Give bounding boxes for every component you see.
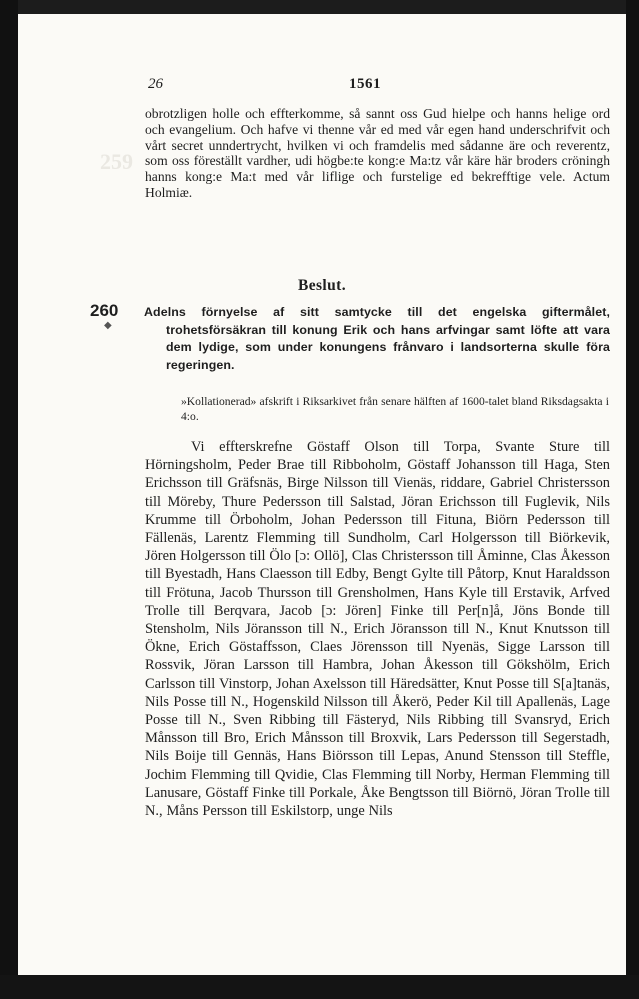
book-page xyxy=(18,14,626,975)
scan-border-top xyxy=(0,0,639,14)
section-heading: Beslut. xyxy=(297,277,346,294)
scan-border-bottom xyxy=(0,975,639,999)
document-summary-text: Adelns förnyelse af sitt samtycke till det engelska giftermålet, trohetsförsäkran till konung Erik och hans arfvingar samt löfte att vara dem lydige, som under konungens frånvaro i landsorterna skulle föra regeringen. xyxy=(144,305,610,372)
running-head-year: 1561 xyxy=(349,76,381,92)
document-number: 260 xyxy=(90,301,119,320)
scan-border-left xyxy=(0,0,18,999)
intro-paragraph: obrotzligen holle och effterkomme, så sannt oss Gud hielpe och hanns helige ord och evangelium. Och hafve vi thenne vår ed med vår egen hand underschrifvit och vårt secret unndertrycht, hvilken vi och framdelis med sådanne äre och reverentz, som oss föreställt vardher, udi högbe:te kong:e Ma:tz vår käre här broders cröningh hanns kong:e Ma:t med vår liflige och furstelige ed bekrefftige vele. Actum Holmiæ. xyxy=(145,106,610,200)
document-summary xyxy=(144,304,610,374)
bleed-through-mark: 259 xyxy=(100,149,133,174)
page-number: 26 xyxy=(148,76,163,92)
main-text xyxy=(145,438,610,820)
main-text-body: Vi effterskrefne Göstaff Olson till Torpa, Svante Sture till Hörningsholm, Peder Brae till Ribboholm, Göstaff Johansson till Haga, Sten Erichsson till Gräfsnäs, Birge Nilsson till Vienäs, riddare, Gabriel Christersson till Möreby, Thure Pedersson till Salstad, Jöran Erichsson till Fuglevik, Nils Krumme till Örboholm, Johan Pedersson till Fituna, Biörn Pedersson till Fällenäs, Larentz Flemming till Sundholm, Carl Holgersson till Biörkevik, Jören Holgersson till Ölo [ɔ: Ollö], Clas Christersson till Åminne, Clas Åkesson till Byestadh, Hans Claesson till Edby, Bengt Gylte till Påtorp, Knut Haraldsson till Frötuna, Jacob Thursson till Grensholmen, Hans Kyle till Erstavik, Arfved Trolle till Berqvara, Jacob [ɔ: Jören] Finke till Per[n]å, Jöns Bonde till Stensholm, Nils Jöransson till N., Erich Jöransson till N., Knut Knutsson till Ökne, Erich Göstaffsson, Claes Jörensson till Nyenäs, Sigge Larsson till Rossvik, Jöran Larsson till Hambra, Johan Åkesson till Gökshölm, Erich Carlsson till Vinstorp, Johan Axelsson till Häredsätter, Knut Posse till S[a]tanäs, Nils Posse till N., Hogenskild Nilsson till Åkerö, Peder Kil till Apallenäs, Lage Posse till N., Sven Ribbing till Fästeryd, Nils Ribbing till Svansryd, Erich Månsson till Bro, Erich Månsson till Broxvik, Lars Pedersson till Segerstadh, Nils Boije till Gennäs, Hans Biörsson till Lepas, Anund Stensson till Steffle, Jochim Flemming till Qvidie, Clas Flemming till Norby, Herman Flemming till Lanusare, Göstaff Finke till Porkale, Åke Bengtsson till Biörnö, Jöran Trolle till N., Måns Persson till Eskilstorp, unge Nils xyxy=(145,439,610,820)
margin-mark-icon: ◆ xyxy=(104,320,112,331)
scan-border-right xyxy=(626,0,639,999)
source-note: »Kollationerad» afskrift i Riksarkivet från senare hälften af 1600-talet bland Riksdagsakta i 4:o. xyxy=(181,395,609,423)
